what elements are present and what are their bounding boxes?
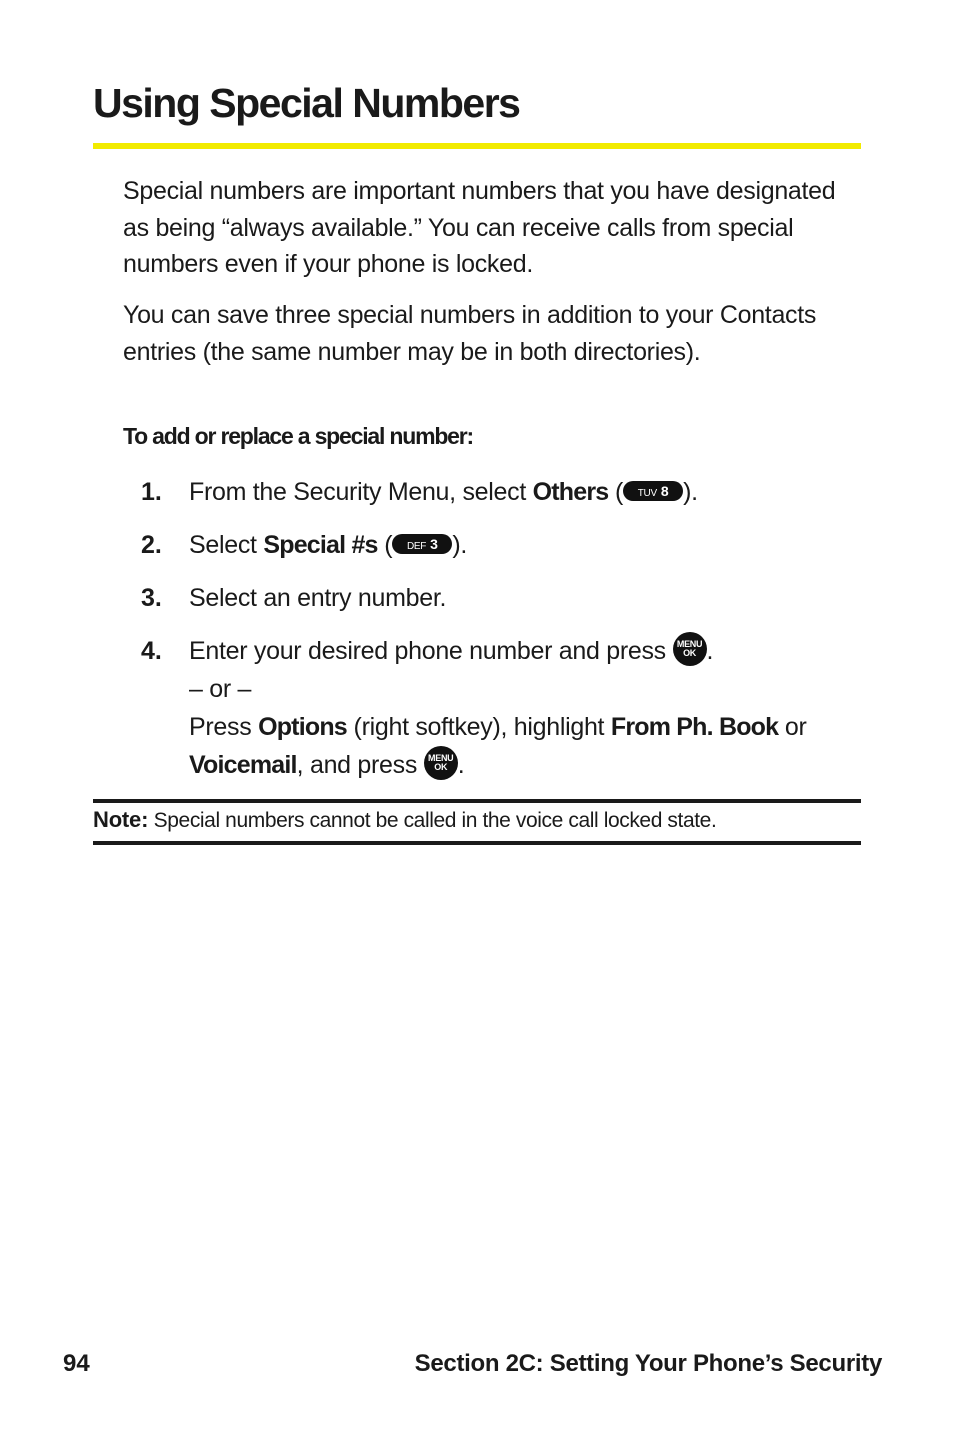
page-number: 94 [63, 1350, 90, 1377]
step-text-part: Select [189, 531, 264, 559]
step-text-part: . [706, 637, 714, 665]
step-1-text [189, 473, 869, 511]
menu-option-special: Special #s [263, 531, 378, 559]
step-4-line-4 [189, 746, 869, 784]
step-text-part: ). [452, 531, 467, 559]
step-4-line-1 [189, 632, 869, 670]
menu-ok-key-icon [673, 632, 707, 666]
step-4-text [189, 632, 869, 784]
key-8-icon [623, 481, 683, 501]
menu-option-voicemail: Voicemail [189, 751, 297, 779]
step-text-part: Enter your desired phone number and press [189, 637, 673, 665]
key-letters: DEF [407, 541, 427, 553]
menu-key-label: MENU [428, 753, 454, 764]
step-text-part: ). [683, 478, 698, 506]
menu-ok-key-icon [424, 746, 458, 780]
section-title-footer: Section 2C: Setting Your Phone’s Security [414, 1350, 882, 1377]
step-3-text: Select an entry number. [189, 584, 447, 612]
note-text: Special numbers cannot be called in the voice call locked state. [148, 809, 717, 832]
note-label: Note: [93, 807, 149, 832]
menu-option-from-ph-book: From Ph. Book [610, 713, 779, 741]
intro-paragraph-2: You can save three special numbers in addition to your Contacts entries (the same number may be in both directories). [123, 301, 817, 366]
page-title: Using Special Numbers [93, 80, 520, 126]
note-bottom-rule [93, 841, 861, 845]
intro-paragraph-1: Special numbers are important numbers that you have designated as being “always available.” You can receive calls from special numbers even if your phone is locked. [123, 177, 836, 278]
note [93, 804, 716, 837]
step-number: 1. [141, 478, 162, 506]
note-top-rule [93, 799, 861, 803]
step-text-part: ( [608, 478, 624, 506]
step-number: 3. [141, 584, 162, 612]
menu-key-label: MENU [676, 639, 703, 650]
step-text-part: Press [189, 713, 259, 741]
step-4-line-3 [189, 708, 869, 746]
procedure-heading: To add or replace a special number: [123, 423, 473, 449]
step-text-part: or [778, 713, 807, 741]
step-text-part: ( [377, 531, 393, 559]
step-number: 2. [141, 531, 162, 559]
key-digit: 8 [660, 483, 669, 500]
ok-key-label: OK [683, 648, 696, 659]
title-underline [93, 143, 861, 149]
menu-option-others: Others [532, 478, 609, 506]
step-2-text [189, 526, 869, 564]
step-number: 4. [141, 637, 162, 665]
step-text-part: (right softkey), highlight [346, 713, 611, 741]
ok-key-label: OK [434, 762, 448, 773]
key-digit: 3 [430, 536, 438, 553]
key-letters: TUV [637, 488, 657, 500]
softkey-options: Options [258, 713, 347, 741]
step-text-part: . [457, 751, 465, 779]
key-3-icon [392, 534, 452, 554]
or-separator: – or – [189, 675, 252, 703]
step-text-part: , and press [296, 751, 424, 779]
step-text-part: From the Security Menu, select [189, 478, 533, 506]
